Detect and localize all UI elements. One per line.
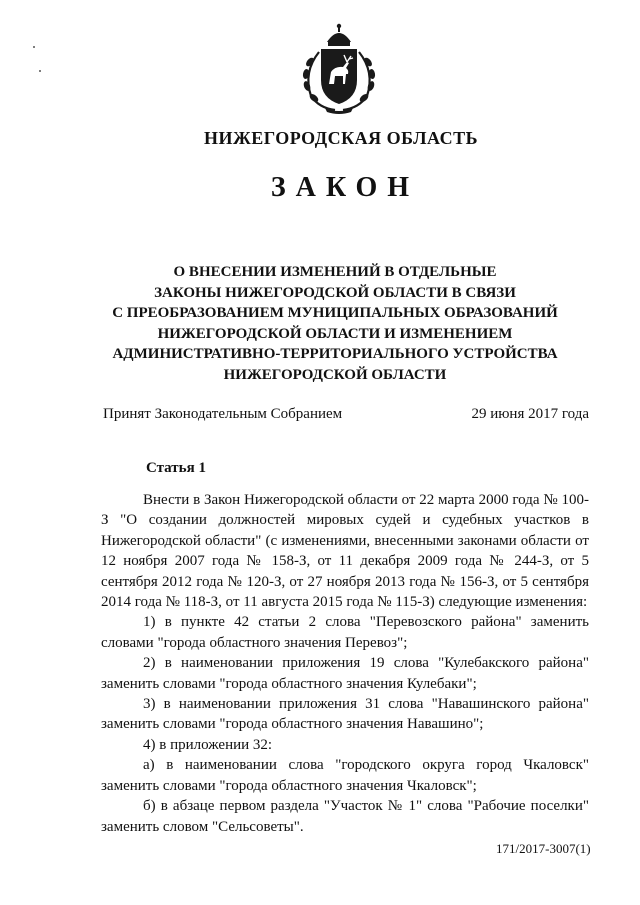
article-paragraph: 3) в наименовании приложения 31 слова "Навашинского района" заменить словами "города областного значения Навашино"; — [101, 696, 589, 733]
article-paragraph: Внести в Закон Нижегородской области от 22 марта 2000 года № 100-З "О создании должностей мировых судей и судебных участков в Нижегородской области" (с изменениями, внесенными законами области от 12 ноября 2007 года № 158-З, от 11 декабря 2009 года № 244-З, от 5 сентября 2012 года № 120-З, от 27 ноября 2013 года № 156-З, от 5 сентября 2014 года № 118-З, от 11 августа 2015 года № 115-З) следующие изменения: — [101, 492, 589, 611]
law-title-line: ЗАКОНЫ НИЖЕГОРОДСКОЙ ОБЛАСТИ В СВЯЗИ — [154, 284, 516, 301]
article-paragraph: 4) в приложении 32: — [143, 736, 273, 753]
region-title: НИЖЕГОРОДСКАЯ ОБЛАСТЬ — [203, 128, 479, 148]
article-heading: Статья 1 — [146, 460, 206, 476]
adopted-by: Принят Законодательным Собранием — [103, 406, 343, 422]
article-paragraph: 2) в наименовании приложения 19 слова "Кулебакского района" заменить словами "города областного значения Кулебаки"; — [101, 655, 589, 692]
document-number: 171/2017-3007(1) — [496, 841, 591, 856]
law-title-line: НИЖЕГОРОДСКОЙ ОБЛАСТИ — [223, 366, 447, 383]
law-title-line: С ПРЕОБРАЗОВАНИЕМ МУНИЦИПАЛЬНЫХ ОБРАЗОВАНИЙ — [112, 305, 558, 321]
article-body — [101, 490, 589, 837]
law-title-line: АДМИНИСТРАТИВНО-ТЕРРИТОРИАЛЬНОГО УСТРОЙСТВА — [112, 346, 558, 362]
article-paragraph: 1) в пункте 42 статьи 2 слова "Перевозского района" заменить словами "города областного значения Перевоз"; — [101, 614, 589, 651]
scan-speck — [39, 70, 41, 72]
adoption-info — [103, 406, 589, 423]
law-title — [95, 262, 575, 385]
article-paragraph: а) в наименовании слова "городского округа город Чкаловск" заменить словами "города областного значения Чкаловск"; — [101, 757, 589, 794]
document-type: ЗАКОН — [270, 172, 420, 203]
law-title-line: НИЖЕГОРОДСКОЙ ОБЛАСТИ И ИЗМЕНЕНИЕМ — [157, 325, 513, 342]
coat-of-arms-icon — [297, 22, 381, 114]
scan-speck — [33, 46, 35, 48]
law-title-line: О ВНЕСЕНИИ ИЗМЕНЕНИЙ В ОТДЕЛЬНЫЕ — [173, 264, 497, 280]
article-paragraph: б) в абзаце первом раздела "Участок № 1" слова "Рабочие поселки" заменить словом "Сельсоветы". — [101, 798, 589, 835]
adoption-date: 29 июня 2017 года — [471, 406, 589, 422]
